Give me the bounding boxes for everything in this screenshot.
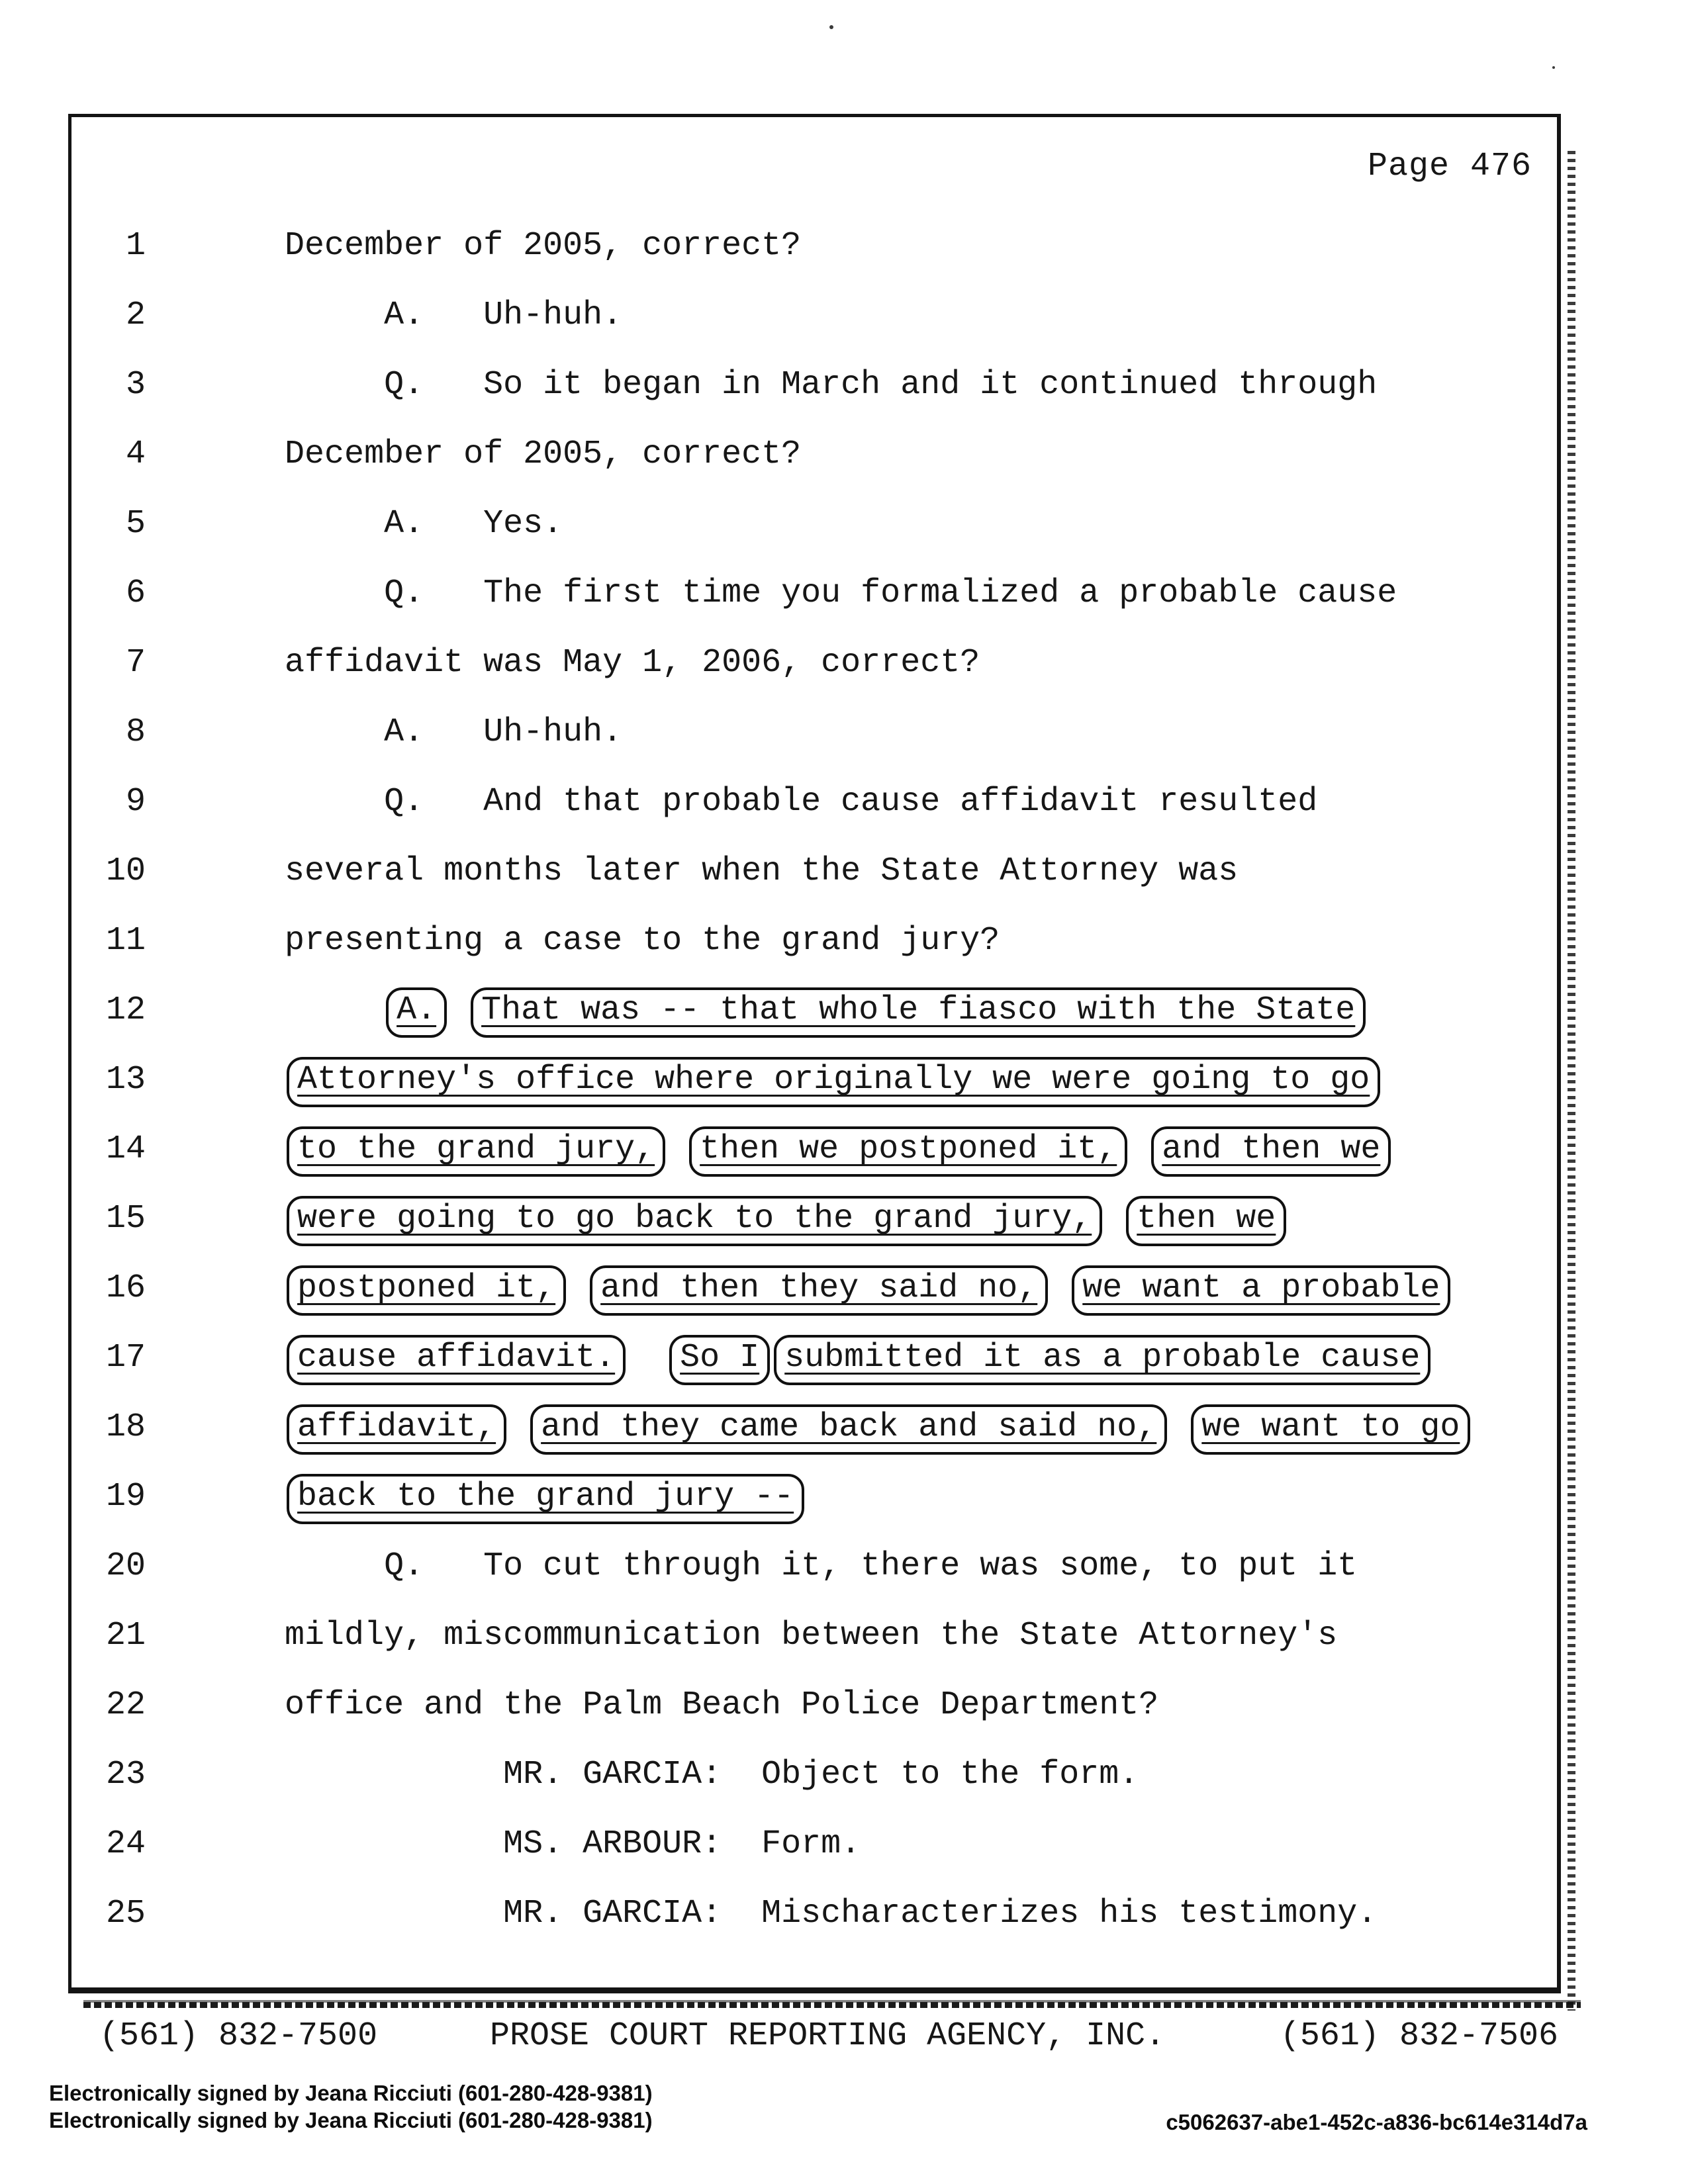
line-text: affidavit was May 1, 2006, correct? <box>285 644 980 682</box>
indent-spacer <box>146 1478 285 1516</box>
line-number: 2 <box>125 296 146 334</box>
indent-spacer <box>146 1200 285 1238</box>
annotation-box: affidavit, <box>287 1404 506 1455</box>
line-text: mildly, miscommunication between the State Attorney's <box>285 1617 1338 1655</box>
annotation-box: we want to go <box>1191 1404 1470 1455</box>
line-text: several months later when the State Attorney was <box>285 852 1239 890</box>
annotation-box: back to the grand jury -- <box>287 1474 804 1524</box>
line-text <box>628 1339 667 1377</box>
line-number: 24 <box>105 1825 146 1863</box>
line-number: 17 <box>105 1339 146 1377</box>
line-text: Q. And that probable cause affidavit resulted <box>384 783 1318 821</box>
annotation-box: were going to go back to the grand jury, <box>287 1196 1102 1246</box>
line-text: MR. GARCIA: Mischaracterizes his testimony. <box>503 1895 1378 1933</box>
line-number: 22 <box>105 1686 146 1724</box>
line-text: MR. GARCIA: Object to the form. <box>503 1756 1139 1794</box>
line-text: office and the Palm Beach Police Department? <box>285 1686 1159 1724</box>
indent-spacer <box>146 1269 285 1307</box>
transcript-line <box>86 991 1368 1060</box>
transcript-line <box>86 1894 1377 1964</box>
line-number: 3 <box>125 366 146 404</box>
transcript-line <box>86 1408 1472 1477</box>
line-number: 12 <box>105 991 146 1029</box>
line-text: MS. ARBOUR: Form. <box>503 1825 861 1863</box>
line-number: 16 <box>105 1269 146 1307</box>
transcript-line <box>86 921 1000 991</box>
annotation-box: cause affidavit. <box>287 1335 626 1385</box>
annotation-box: to the grand jury, <box>287 1126 665 1177</box>
line-text <box>508 1408 528 1446</box>
line-text <box>1129 1130 1149 1168</box>
electronic-signature-line-1: Electronically signed by Jeana Ricciuti (601-280-428-9381) <box>49 2081 653 2105</box>
annotation-box: and then we <box>1151 1126 1391 1177</box>
line-text: A. Yes. <box>384 505 563 543</box>
line-number: 13 <box>105 1061 146 1099</box>
transcript-line <box>86 365 1377 435</box>
indent-spacer <box>146 1686 285 1724</box>
line-text: Q. To cut through it, there was some, to put it <box>384 1547 1358 1585</box>
transcript-line <box>86 643 980 713</box>
indent-spacer <box>146 783 384 821</box>
line-text: presenting a case to the grand jury? <box>285 922 1000 960</box>
document-id: c5062637-abe1-452c-a836-bc614e314d7a <box>1166 2110 1587 2134</box>
indent-spacer <box>146 1061 285 1099</box>
annotation-box: Attorney's office where originally we were going to go <box>287 1057 1380 1107</box>
line-text <box>568 1269 588 1307</box>
transcript-line <box>86 1269 1452 1338</box>
annotation-box: and they came back and said no, <box>530 1404 1167 1455</box>
indent-spacer <box>146 296 384 334</box>
scan-speck <box>829 25 833 29</box>
line-number: 18 <box>105 1408 146 1446</box>
line-text: December of 2005, correct? <box>285 227 802 265</box>
transcript-line <box>86 1199 1288 1269</box>
line-number: 5 <box>125 505 146 543</box>
scan-speck <box>1552 66 1555 69</box>
footer-phone-left: (561) 832-7500 <box>99 2017 378 2055</box>
indent-spacer <box>146 1130 285 1168</box>
annotation-box: A. <box>386 987 447 1038</box>
indent-spacer <box>146 1408 285 1446</box>
line-number: 4 <box>125 435 146 473</box>
scan-shadow-right <box>1568 151 1575 2011</box>
line-text <box>667 1130 687 1168</box>
transcript-line <box>86 852 1238 921</box>
line-number: 19 <box>105 1478 146 1516</box>
line-number: 20 <box>105 1547 146 1585</box>
transcript-line <box>86 574 1397 643</box>
line-number: 23 <box>105 1756 146 1794</box>
transcript-line <box>86 1686 1158 1755</box>
indent-spacer <box>146 1617 285 1655</box>
indent-spacer <box>146 644 285 682</box>
line-text <box>449 991 469 1029</box>
transcript-line <box>86 435 801 504</box>
line-number: 1 <box>125 227 146 265</box>
annotation-box: then we postponed it, <box>689 1126 1127 1177</box>
page-number: Page 476 <box>1367 148 1532 185</box>
transcript-line <box>86 296 622 365</box>
indent-spacer <box>146 852 285 890</box>
footer <box>0 2017 1688 2057</box>
transcript-line <box>86 1477 806 1547</box>
annotation-box: submitted it as a probable cause <box>774 1335 1430 1385</box>
line-text: December of 2005, correct? <box>285 435 802 473</box>
electronic-signature-line-2: Electronically signed by Jeana Ricciuti (601-280-428-9381) <box>49 2108 653 2132</box>
line-text <box>1050 1269 1070 1307</box>
line-text: A. Uh-huh. <box>384 296 623 334</box>
annotation-box: and then they said no, <box>590 1265 1048 1316</box>
line-number: 11 <box>105 922 146 960</box>
indent-spacer <box>146 713 384 751</box>
line-number: 10 <box>105 852 146 890</box>
transcript-line <box>86 782 1317 852</box>
transcript-line <box>86 1060 1382 1130</box>
indent-spacer <box>146 922 285 960</box>
indent-spacer <box>146 574 384 612</box>
transcript-line <box>86 1825 861 1894</box>
line-number: 6 <box>125 574 146 612</box>
scan-shadow-bottom <box>83 2000 1581 2008</box>
transcript-line <box>86 1755 1139 1825</box>
indent-spacer <box>146 366 384 404</box>
indent-spacer <box>146 1339 285 1377</box>
transcript-line <box>86 504 563 574</box>
indent-spacer <box>146 1825 503 1863</box>
indent-spacer <box>146 1756 503 1794</box>
annotation-box: postponed it, <box>287 1265 566 1316</box>
transcript-line <box>86 713 622 782</box>
line-number: 15 <box>105 1200 146 1238</box>
indent-spacer <box>146 227 285 265</box>
transcript-line <box>86 1130 1393 1199</box>
line-number: 25 <box>105 1895 146 1933</box>
line-number: 8 <box>125 713 146 751</box>
line-text: Q. So it began in March and it continued through <box>384 366 1378 404</box>
line-number: 9 <box>125 783 146 821</box>
indent-spacer <box>146 505 384 543</box>
indent-spacer <box>146 435 285 473</box>
line-text <box>1169 1408 1189 1446</box>
indent-spacer <box>146 1547 384 1585</box>
annotation-box: That was -- that whole fiasco with the State <box>471 987 1366 1038</box>
line-number: 7 <box>125 644 146 682</box>
line-text: Q. The first time you formalized a probable cause <box>384 574 1397 612</box>
transcript-line <box>86 226 801 296</box>
annotation-box: we want a probable <box>1072 1265 1450 1316</box>
transcript-line <box>86 1616 1337 1686</box>
line-text <box>1104 1200 1124 1238</box>
indent-spacer <box>146 1895 503 1933</box>
line-number: 14 <box>105 1130 146 1168</box>
transcript-frame <box>68 114 1561 1993</box>
transcript-line <box>86 1547 1357 1616</box>
annotation-box: then we <box>1126 1196 1286 1246</box>
footer-phone-right: (561) 832-7506 <box>1280 2017 1558 2055</box>
indent-spacer <box>146 991 384 1029</box>
line-number: 21 <box>105 1617 146 1655</box>
transcript-line <box>86 1338 1432 1408</box>
footer-agency-name: PROSE COURT REPORTING AGENCY, INC. <box>490 2017 1166 2055</box>
line-text: A. Uh-huh. <box>384 713 623 751</box>
annotation-box: So I <box>669 1335 770 1385</box>
